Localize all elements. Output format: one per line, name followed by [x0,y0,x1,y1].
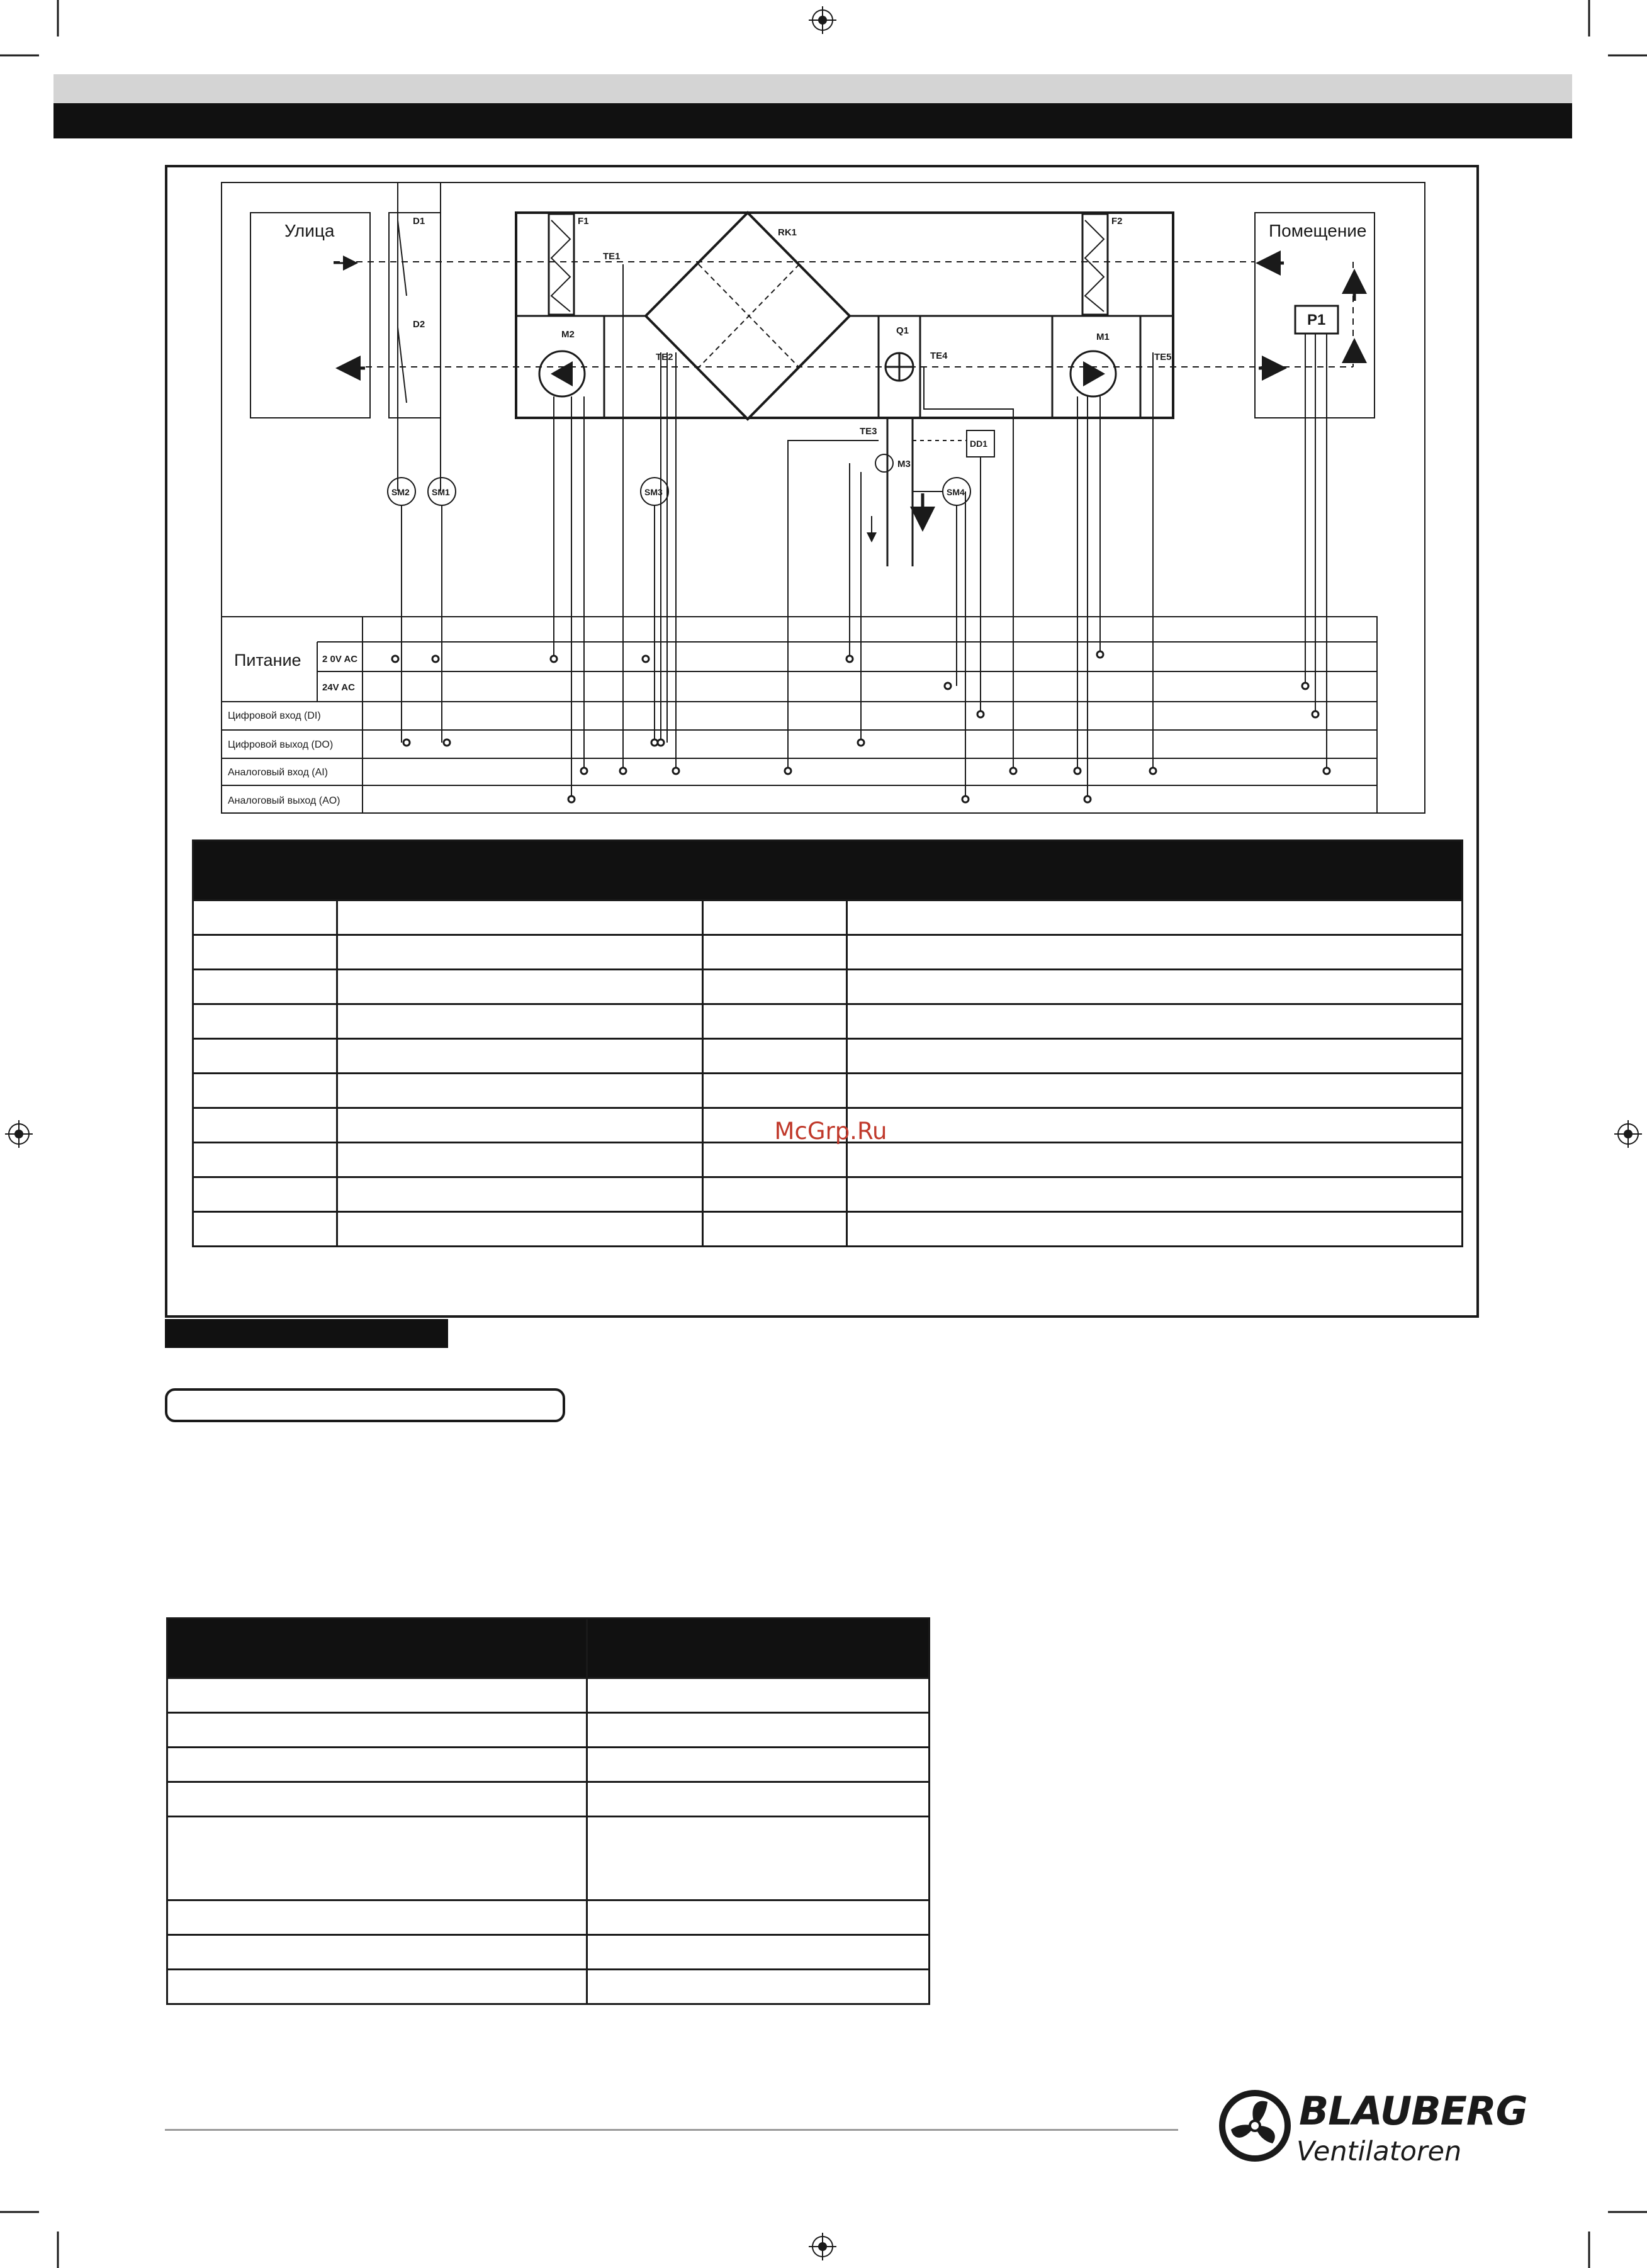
table-row [193,1143,1463,1177]
watermark: McGrp.Ru [774,1118,887,1145]
section-heading-bar [165,1319,448,1348]
row-24v-label: 24V AC [322,682,355,693]
table-row [193,970,1463,1004]
subsection-pill [165,1388,565,1422]
label-d1: D1 [413,216,425,227]
label-sm3: SM3 [644,487,663,497]
table-row [193,1177,1463,1212]
table-row [167,1900,930,1935]
label-te3: TE3 [860,426,877,437]
label-te1: TE1 [603,251,621,262]
table-row [167,1713,930,1748]
components-table [192,839,1463,1247]
outside-label: Улица [284,221,335,240]
row-power-label: Питание [234,651,301,670]
label-sm1: SM1 [432,487,450,497]
label-sm2: SM2 [391,487,410,497]
table-row [167,1748,930,1782]
table-row [193,935,1463,970]
row-ao-label: Аналоговый выход (AO) [228,795,340,806]
brand-subtitle: Ventilatoren [1296,2136,1462,2167]
row-230v-label: 2 0V AC [322,654,358,665]
table-row [193,1212,1463,1247]
brand-name: BLAUBERG [1299,2088,1527,2134]
label-rk1: RK1 [778,227,797,238]
label-m1: M1 [1096,332,1110,342]
table-row [167,1678,930,1713]
label-te4: TE4 [930,351,948,361]
table-row [167,1970,930,2004]
spec-table [166,1617,930,2005]
fan-logo-icon [1217,2088,1293,2164]
row-do-label: Цифровой выход (DO) [228,739,334,750]
row-ai-label: Аналоговый вход (AI) [228,767,329,778]
table-row [193,1004,1463,1039]
table-row [193,901,1463,935]
label-te2: TE2 [656,352,673,362]
table-row [193,1039,1463,1074]
label-dd1: DD1 [970,439,988,449]
label-q1: Q1 [896,325,909,336]
ventilation-schematic [0,0,1647,831]
table-row [167,1817,930,1900]
room-label: Помещение [1269,221,1367,240]
table-row [193,1074,1463,1108]
label-m3: M3 [897,459,911,469]
label-f2: F2 [1111,216,1123,227]
footer-rule [165,2129,1178,2131]
label-d2: D2 [413,319,425,330]
label-m2: M2 [561,329,575,340]
table-header [167,1619,930,1678]
label-p1: P1 [1307,312,1326,328]
row-di-label: Цифровой вход (DI) [228,710,321,721]
label-te5: TE5 [1154,352,1172,362]
label-f1: F1 [578,216,589,227]
table-header [193,841,1463,901]
table-row [167,1782,930,1817]
label-sm4: SM4 [947,487,965,497]
table-row [167,1935,930,1970]
